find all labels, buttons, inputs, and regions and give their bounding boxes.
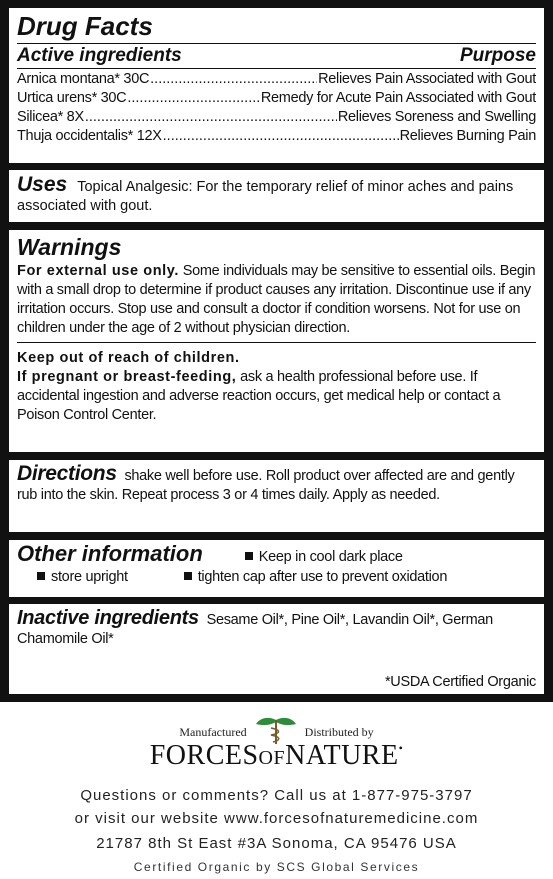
inactive-text: Sesame Oil*, Pine Oil*, Lavandin Oil*, German Chamomile Oil* bbox=[17, 612, 493, 647]
bullet-square-icon bbox=[245, 552, 253, 560]
keep-out-of-reach-label: Keep out of reach of children. bbox=[17, 350, 240, 366]
directions-box bbox=[9, 460, 544, 532]
pregnant-label: If pregnant or breast-feeding, bbox=[17, 369, 237, 385]
directions-title: Directions bbox=[17, 462, 117, 485]
uses-box bbox=[9, 170, 544, 222]
drug-facts-box bbox=[9, 8, 544, 163]
directions-text: shake well before use. Roll product over affected are and gently rub into the skin. Repeat process 3 or 4 times daily. Apply as needed. bbox=[17, 468, 515, 503]
other-info-box bbox=[9, 540, 544, 597]
usda-note: *USDA Certified Organic bbox=[384, 674, 536, 690]
external-use-label: For external use only. bbox=[17, 263, 180, 279]
other-info-item: tighten cap after use to prevent oxidation bbox=[184, 568, 447, 587]
warnings-box bbox=[9, 230, 544, 452]
pregnant-text: ask a health professional before use. If accidental ingestion and adverse reaction occurs, get medical help or contact a Poison Control Center. bbox=[17, 369, 501, 423]
contact-website: or visit our website www.forcesofnaturemedicine.com bbox=[74, 810, 479, 827]
bullet-square-icon bbox=[37, 572, 45, 580]
inactive-box bbox=[9, 604, 544, 694]
uses-text: Topical Analgesic: For the temporary relief of minor aches and pains associated with gout. bbox=[17, 179, 514, 214]
other-info-title: Other information bbox=[17, 541, 203, 566]
brand-logo: FORCESOFNATURE• bbox=[149, 740, 404, 771]
uses-title: Uses bbox=[17, 173, 68, 196]
bullet-square-icon bbox=[184, 572, 192, 580]
other-info-item: Keep in cool dark place bbox=[245, 548, 403, 567]
contact-address: 21787 8th St East #3A Sonoma, CA 95476 USA bbox=[96, 835, 457, 852]
certification-line: Certified Organic by SCS Global Services bbox=[133, 860, 420, 874]
active-ingredients-header: Active ingredients bbox=[17, 45, 182, 66]
inactive-title: Inactive ingredients bbox=[17, 607, 199, 629]
ingredient-row: Silicea* 8X ..... Relieves Soreness and Swelling bbox=[17, 108, 536, 127]
manufactured-label: Manufactured bbox=[179, 725, 247, 739]
purpose-header: Purpose bbox=[459, 45, 536, 66]
ingredient-row: Thuja occidentalis* 12X ..... Relieves Burning Pain bbox=[17, 127, 536, 146]
drug-facts-title: Drug Facts bbox=[17, 11, 153, 41]
contact-phone: Questions or comments? Call us at 1-877-975-3797 bbox=[80, 787, 473, 804]
ingredient-row: Arnica montana* 30C ..... Relieves Pain Associated with Gout bbox=[17, 70, 536, 89]
other-info-item: store upright bbox=[37, 568, 128, 587]
ingredient-row: Urtica urens* 30C ..... Remedy for Acute Pain Associated with Gout bbox=[17, 89, 536, 108]
distributed-label: Distributed by bbox=[304, 725, 374, 739]
external-use-text: Some individuals may be sensitive to essential oils. Begin with a small drop to determine if product causes any irritation. Discontinue use if any irritation occurs. Stop use and consult a doctor if condition worsens. Not for use on children under the age of 2 without physician direction. bbox=[17, 263, 536, 336]
warnings-title: Warnings bbox=[17, 234, 122, 260]
